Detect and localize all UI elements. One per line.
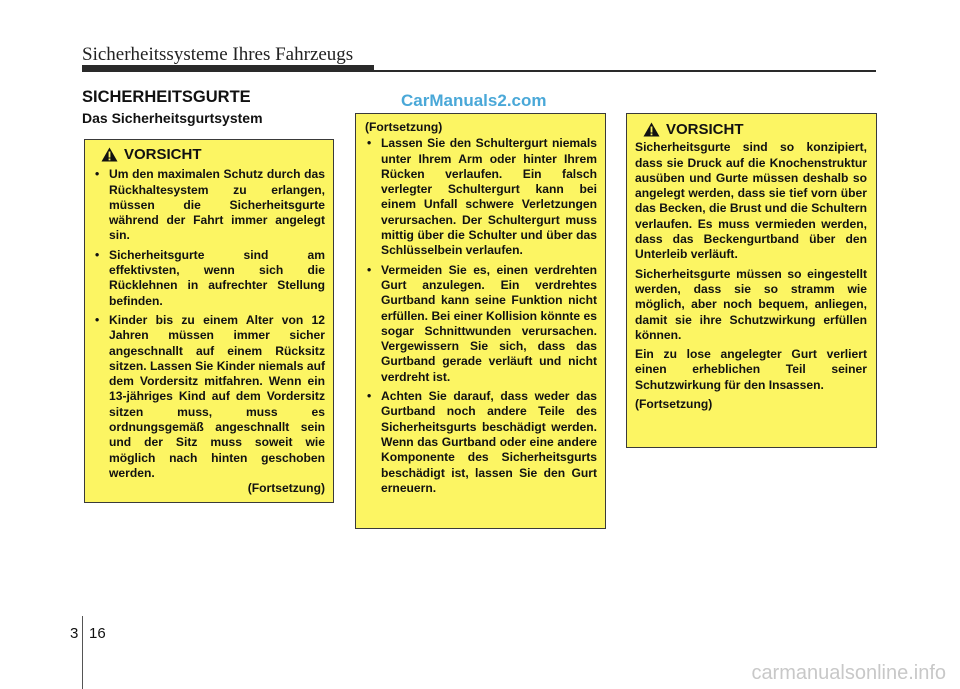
warning-paragraph: Ein zu lose angelegter Gurt verliert einen erheblichen Teil seiner Schutzwirkung für den Insassen. xyxy=(635,347,867,392)
list-item: • Vermeiden Sie es, einen verdrehten Gurt anzulegen. Ein verdrehtes Gurtband kann seine Funktion nicht erfüllen. Bei einer Kollision könnte es sogar Schnittwunden verursachen. Vergewissern Sie sich, dass das Gurtband gerade verläuft und nicht verdreht ist. xyxy=(365,263,597,385)
continued-note: (Fortsetzung) xyxy=(365,120,443,134)
warning-box-1 xyxy=(84,139,334,503)
warning-list xyxy=(365,136,597,496)
chapter-number: 3 xyxy=(70,625,79,642)
list-item: • Lassen Sie den Schultergurt niemals unter Ihrem Arm oder hinter Ihrem Rücken verlaufen. Ein falsch verlegter Schultergurt kann bei einem Unfall schwere Verletzungen verursachen. Der Schultergurt muss mittig über die Schulter und über das Schlüsselbein verlaufen. xyxy=(365,136,597,258)
watermark-link[interactable]: CarManuals2.com xyxy=(401,91,547,110)
warning-paragraph: Sicherheitsgurte müssen so eingestellt werden, dass sie so stramm wie möglich, aber noch bequem, anliegen, damit sie ihre Schutzwirkung erfüllen können. xyxy=(635,266,867,342)
footer-watermark: carmanualsonline.info xyxy=(751,662,946,684)
warning-heading xyxy=(643,122,867,137)
footer-divider xyxy=(82,616,83,689)
list-item: • Sicherheitsgurte sind am effektivsten, wenn sich die Rücklehnen in aufrechter Stellung befinden. xyxy=(93,248,325,309)
list-item: • Um den maximalen Schutz durch das Rückhaltesystem zu erlangen, müssen die Sicherheitsgurte während der Fahrt immer angelegt sin. xyxy=(93,167,325,243)
section-subtitle: Das Sicherheitsgurtsystem xyxy=(82,110,263,126)
warning-label: VORSICHT xyxy=(666,121,744,138)
section-title: SICHERHEITSGURTE xyxy=(82,88,251,106)
warning-list xyxy=(93,167,325,481)
warning-box-2 xyxy=(355,113,606,529)
warning-triangle-icon xyxy=(101,147,118,162)
list-item: • Kinder bis zu einem Alter von 12 Jahren müssen immer sicher angeschnallt auf einem Rücksitz sitzen. Lassen Sie Kinder niemals auf dem Vordersitz mitfahren. Wenn ein 13-jähriges Kind auf dem Vordersitz sitzen muss, muss es ordnungsgemäß angeschnallt sein und der Sitz muss soweit wie möglich nach hinten geschoben werden. xyxy=(93,313,325,481)
warning-triangle-icon xyxy=(643,122,660,137)
header-bar xyxy=(82,65,374,72)
warning-heading xyxy=(101,147,325,162)
page-number: 16 xyxy=(89,625,106,642)
list-item: • Achten Sie darauf, dass weder das Gurtband noch andere Teile des Sicherheitsgurts beschädigt werden. Wenn das Gurtband oder eine andere Komponente des Sicherheitsgurts beschädigt ist, lassen Sie den Gurt erneuern. xyxy=(365,389,597,496)
warning-label: VORSICHT xyxy=(124,146,202,163)
page-header-title: Sicherheitssysteme Ihres Fahrzeugs xyxy=(82,44,354,65)
warning-box-3 xyxy=(626,113,877,448)
continuation-note: (Fortsetzung) xyxy=(247,481,325,496)
continuation-note: (Fortsetzung) xyxy=(635,397,713,412)
header-rule xyxy=(374,70,876,72)
warning-paragraph: Sicherheitsgurte sind so konzipiert, dass sie Druck auf die Knochenstruktur ausüben und Gurte müssen deshalb so angelegt werden, dass sie tief vorn über das Becken, die Brust und die Schultern verlaufen. Es muss vermieden werden, dass das Beckengurtband über den Unterleib verläuft. xyxy=(635,140,867,262)
